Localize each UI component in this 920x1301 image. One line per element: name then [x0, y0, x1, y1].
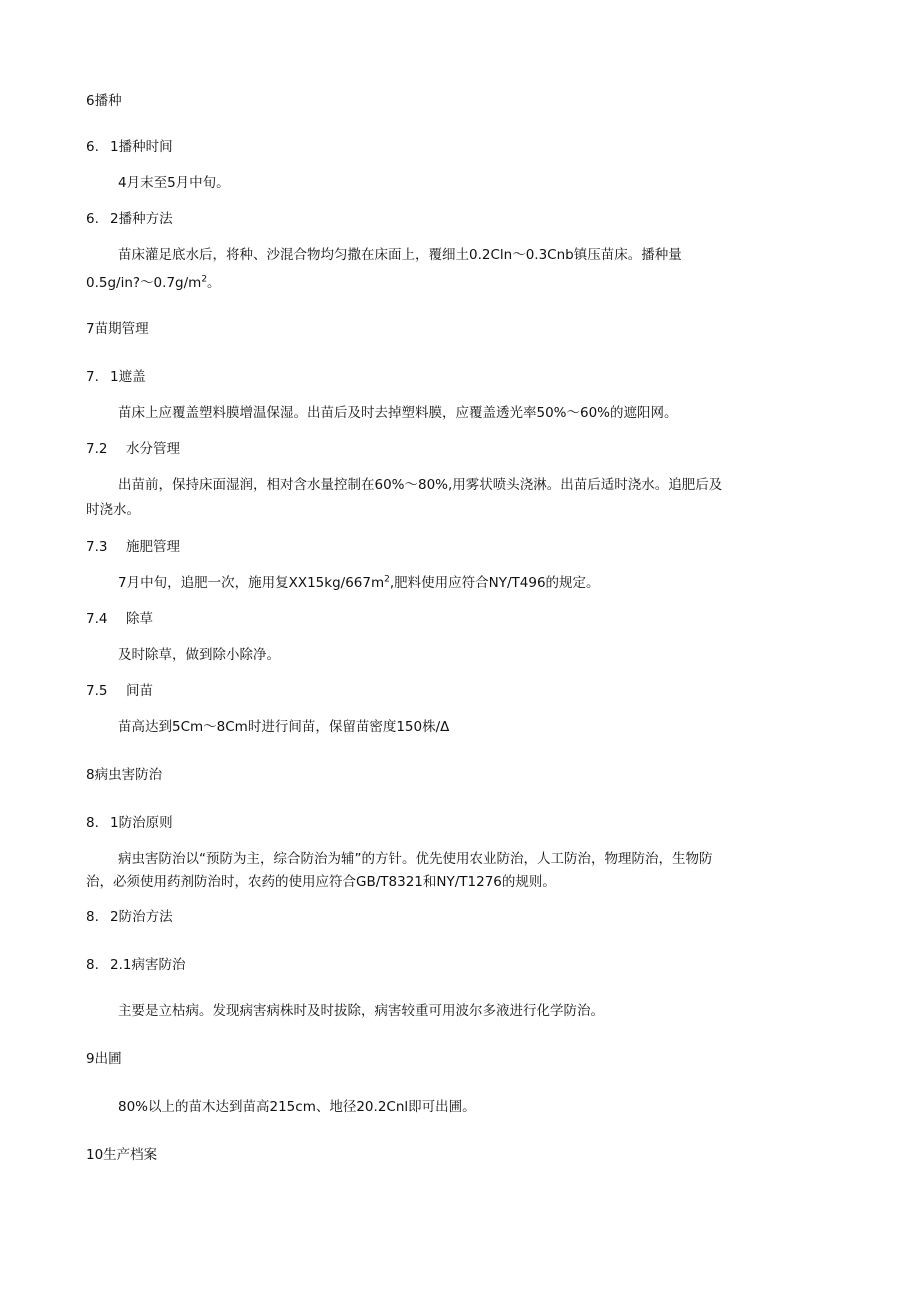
heading-7-3 [86, 538, 180, 556]
text-segment: ,肥料使用应符合NY/T496的规定。 [389, 575, 600, 591]
heading-9: 9出圃 [86, 1051, 122, 1067]
paragraph-9: 80%以上的苗木达到苗高215cm、地径20.2Cnl即可出圃。 [118, 1099, 476, 1115]
paragraph-7-2-line2: 时浇水。 [86, 502, 140, 518]
heading-title: 施肥管理 [126, 539, 180, 555]
heading-title: 2播种方法 [110, 211, 173, 227]
heading-title: 1防治原则 [110, 815, 173, 831]
heading-number: 8. [86, 957, 99, 973]
heading-title: 间苗 [126, 683, 153, 699]
heading-8-2-1 [86, 956, 185, 974]
superscript: 2 [201, 274, 208, 285]
heading-number: 6. [86, 139, 99, 155]
paragraph-7-4: 及时除草，做到除小除净。 [118, 647, 280, 663]
heading-6-1 [86, 138, 173, 156]
heading-6: 6播种 [86, 93, 122, 109]
text-segment: 0.5g/in?～0.7g∕m [86, 275, 202, 291]
text-segment: 。 [207, 275, 221, 291]
paragraph-8-1-line2: 治，必须使用药剂防治时，农药的使用应符合GB/T8321和NY/T1276的规则。 [86, 874, 556, 890]
heading-title: 2.1病害防治 [110, 957, 186, 973]
heading-7-4 [86, 610, 153, 628]
heading-7: 7苗期管理 [86, 321, 149, 337]
heading-10: 10生产档案 [86, 1147, 158, 1163]
paragraph-6-2-line2 [86, 274, 221, 292]
heading-7-2 [86, 440, 180, 458]
paragraph-8-1-line1: 病虫害防治以“预防为主，综合防治为辅”的方针。优先使用农业防治，人工防治，物理防治，生物防 [118, 851, 713, 867]
heading-6-2 [86, 210, 173, 228]
paragraph-8-2-1: 主要是立枯病。发现病害病株时及时拔除，病害较重可用波尔多液进行化学防治。 [118, 1003, 604, 1019]
paragraph-6-2-line1: 苗床灌足底水后，将种、沙混合物均匀撒在床面上，覆细土0.2Cln～0.3Cnb镇压苗床。播种量 [118, 247, 682, 263]
heading-number: 7.3 [86, 539, 108, 555]
heading-7-5 [86, 682, 153, 700]
paragraph-7-2-line1: 出苗前，保持床面湿润，相对含水量控制在60%～80%,用雾状喷头浇淋。出苗后适时浇水。追肥后及 [118, 477, 723, 493]
paragraph-7-3 [118, 574, 600, 592]
heading-title: 2防治方法 [110, 909, 173, 925]
heading-title: 1遮盖 [110, 369, 146, 385]
heading-8-2 [86, 908, 173, 926]
heading-number: 6. [86, 211, 99, 227]
paragraph-7-5: 苗高达到5Cm～8Cm时进行间苗，保留苗密度150株∕Δ [118, 719, 450, 735]
heading-number: 8. [86, 815, 99, 831]
heading-7-1 [86, 368, 146, 386]
heading-number: 7. [86, 369, 99, 385]
heading-number: 7.5 [86, 683, 108, 699]
paragraph-6-1: 4月末至5月中旬。 [118, 175, 230, 191]
superscript: 2 [384, 574, 390, 585]
heading-number: 7.4 [86, 611, 108, 627]
heading-title: 除草 [126, 611, 153, 627]
heading-8: 8病虫害防治 [86, 767, 163, 783]
text-segment: 7月中旬，追肥一次，施用复XX15kg∕667m [118, 575, 385, 591]
heading-number: 7.2 [86, 441, 108, 457]
heading-title: 水分管理 [126, 441, 180, 457]
heading-8-1 [86, 814, 173, 832]
heading-number: 8. [86, 909, 99, 925]
heading-title: 1播种时间 [110, 139, 173, 155]
paragraph-7-1: 苗床上应覆盖塑料膜增温保湿。出苗后及时去掉塑料膜，应覆盖透光率50%～60%的遮阳网。 [118, 405, 678, 421]
